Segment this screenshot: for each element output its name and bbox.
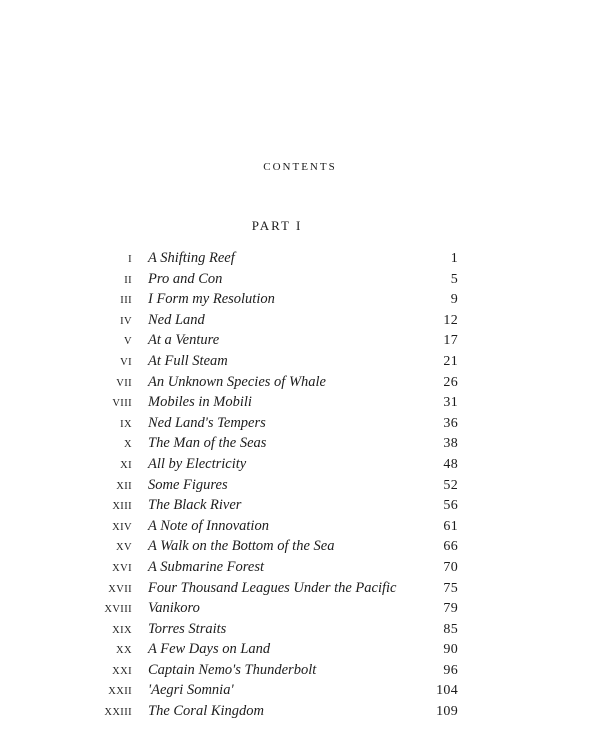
chapter-number: XXI: [112, 665, 132, 677]
page-number: 90: [443, 642, 458, 658]
chapter-number: XXII: [108, 686, 132, 698]
toc-entry: [0, 518, 600, 539]
page-number: 38: [443, 436, 458, 452]
chapter-number: II: [124, 274, 132, 286]
page-number: 109: [436, 704, 458, 720]
toc-entry: [0, 703, 600, 724]
chapter-number: XXIII: [104, 707, 132, 719]
chapter-number: V: [124, 336, 132, 348]
contents-heading: contents: [263, 158, 337, 174]
toc-entry: [0, 271, 600, 292]
toc-entry: [0, 394, 600, 415]
chapter-title: Torres Straits: [148, 620, 227, 637]
chapter-title: All by Electricity: [148, 455, 247, 472]
chapter-title: The Man of the Seas: [148, 435, 267, 452]
page-number: 61: [443, 518, 458, 534]
chapter-title: A Shifting Reef: [148, 250, 235, 266]
chapter-number: XV: [116, 542, 132, 554]
page-number: 48: [443, 456, 458, 472]
toc-entry: [0, 682, 600, 703]
page-number: 21: [443, 353, 458, 369]
chapter-number: VI: [120, 356, 132, 368]
chapter-number: XVII: [108, 583, 132, 595]
chapter-title: At a Venture: [148, 332, 220, 349]
chapter-title: I Form my Resolution: [148, 291, 275, 308]
chapter-number: IX: [120, 418, 132, 430]
chapter-number: XI: [120, 459, 132, 471]
chapter-title: Four Thousand Leagues Under the Pacific: [148, 579, 397, 596]
chapter-number: XIX: [112, 624, 132, 636]
toc-entry: [0, 600, 600, 621]
chapter-title: Ned Land's Tempers: [148, 414, 266, 431]
toc-entry: [0, 353, 600, 374]
chapter-title: A Note of Innovation: [148, 517, 269, 534]
chapter-title: Ned Land: [148, 311, 205, 328]
page-number: 1: [450, 251, 458, 266]
toc-entry: [0, 477, 600, 498]
chapter-number: XIII: [112, 501, 132, 513]
toc-entry: [0, 580, 600, 601]
page-number: 79: [443, 601, 458, 617]
chapter-number: XVI: [112, 562, 132, 574]
page-number: 5: [450, 271, 458, 287]
page-number: 56: [443, 498, 458, 514]
page-number: 104: [436, 683, 458, 699]
toc-entry: [0, 435, 600, 456]
chapter-title: At Full Steam: [148, 352, 228, 369]
chapter-title: Vanikoro: [148, 600, 200, 617]
chapter-number: VII: [116, 377, 132, 389]
chapter-title: The Black River: [148, 497, 242, 514]
chapter-title: Some Figures: [148, 476, 228, 493]
page-number: 12: [443, 312, 458, 328]
page-number: 52: [443, 477, 458, 493]
page-number: 85: [443, 621, 458, 637]
page-number: 9: [450, 292, 458, 308]
chapter-title: A Walk on the Bottom of the Sea: [148, 538, 335, 555]
chapter-title: Captain Nemo's Thunderbolt: [148, 661, 317, 678]
chapter-title: Pro and Con: [148, 270, 223, 287]
page-number: 96: [443, 662, 458, 678]
chapter-number: XIV: [112, 521, 132, 533]
part-heading: PART I: [251, 218, 303, 233]
toc-entry: [0, 291, 600, 312]
toc-entry: [0, 250, 600, 271]
chapter-number: XX: [116, 645, 132, 657]
page-number: 26: [443, 374, 458, 390]
toc-entry: [0, 538, 600, 559]
toc-entry: [0, 374, 600, 395]
page-number: 17: [443, 333, 458, 349]
chapter-title: The Coral Kingdom: [148, 703, 265, 720]
chapter-title: A Submarine Forest: [148, 558, 264, 575]
chapter-number: I: [128, 254, 132, 265]
page-number: 36: [443, 415, 458, 431]
chapter-number: III: [120, 295, 132, 307]
page-number: 75: [443, 580, 458, 596]
chapter-number: XII: [116, 480, 132, 492]
page-number: 70: [443, 559, 458, 575]
chapter-title: A Few Days on Land: [148, 641, 271, 658]
toc-entry: [0, 641, 600, 662]
toc-entry: [0, 497, 600, 518]
chapter-title: An Unknown Species of Whale: [148, 373, 326, 390]
toc-entry: [0, 559, 600, 580]
page-number: 31: [443, 395, 458, 411]
table-of-contents: [0, 250, 600, 724]
chapter-number: VIII: [112, 398, 132, 410]
chapter-number: XVIII: [104, 604, 132, 616]
toc-entry: [0, 662, 600, 683]
toc-entry: [0, 621, 600, 642]
toc-entry: [0, 332, 600, 353]
chapter-number: IV: [120, 315, 132, 327]
toc-entry: [0, 415, 600, 436]
toc-entry: [0, 312, 600, 333]
chapter-number: X: [124, 439, 132, 451]
chapter-title: Mobiles in Mobili: [148, 394, 252, 411]
toc-entry: [0, 456, 600, 477]
chapter-title: 'Aegri Somnia': [148, 682, 234, 699]
page-number: 66: [443, 539, 458, 555]
